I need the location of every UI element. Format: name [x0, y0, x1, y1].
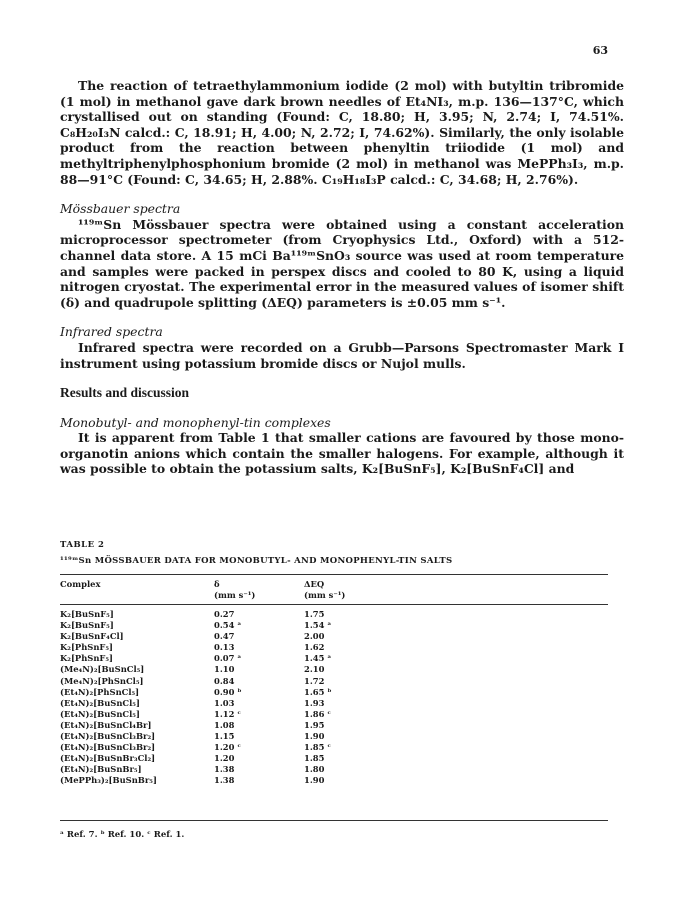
cell-delta: 1.08 — [214, 719, 235, 730]
heading-infrared-spectra: Infrared spectra — [60, 324, 163, 340]
table-caption: ¹¹⁹ᵐSn MÖSSBAUER DATA FOR MONOBUTYL- AND MONOPHENYL-TIN SALTS — [60, 556, 453, 566]
heading-results-discussion: Results and discussion — [60, 385, 190, 401]
table-header-row — [60, 575, 608, 604]
cell-quadrupole: 1.45 ᵃ — [304, 653, 332, 664]
cell-complex: (Et₄N)₂[BuSnCl₅] — [60, 708, 140, 719]
cell-quadrupole: 2.00 — [304, 631, 325, 642]
body-text — [60, 78, 624, 477]
table-row — [60, 631, 608, 642]
paragraph-mossbauer: ¹¹⁹ᵐSn Mössbauer spectra were obtained using a constant acceleration microprocessor spectrometer (from Cryophysics Ltd., Oxford) with a 512-channel data store. A 15 mCi Ba¹¹⁹ᵐSnO₃ source was used at room temperature and samples were packed in perspex discs and cooled to 80 K, using a liquid nitrogen cryostat. The experimental error in the measured values of isomer shift (δ) and quadrupole splitting (ΔEQ) parameters is ±0.05 mm s⁻¹. — [60, 216, 624, 310]
page-number: 63 — [592, 44, 608, 57]
table-row — [60, 698, 608, 709]
footnote-rule — [60, 820, 608, 821]
table-body — [60, 605, 608, 789]
cell-complex: (Et₄N)₂[BuSnCl₃Br₂] — [60, 742, 156, 753]
cell-quadrupole: 1.86 ᶜ — [304, 708, 331, 719]
table-2 — [60, 540, 608, 789]
cell-quadrupole: 1.54 ᵃ — [304, 620, 332, 631]
cell-quadrupole: 2.10 — [304, 664, 325, 675]
cell-complex: (Me₄N)₂[PhSnCl₅] — [60, 675, 144, 686]
cell-quadrupole: 1.80 — [304, 764, 325, 775]
header-delta-symbol: δ — [214, 579, 220, 589]
cell-quadrupole: 1.75 — [304, 609, 325, 619]
header-quadrupole-symbol: ΔEQ — [304, 579, 325, 589]
cell-quadrupole: 1.62 — [304, 642, 325, 653]
heading-mossbauer-spectra: Mössbauer spectra — [60, 201, 181, 217]
cell-complex: (MePPh₃)₂[BuSnBr₅] — [60, 775, 157, 786]
cell-complex: (Et₄N)₂[BuSnCl₄Br] — [60, 719, 152, 730]
table-row — [60, 709, 608, 720]
table-row — [60, 653, 608, 664]
cell-delta: 1.38 — [214, 764, 235, 775]
cell-complex: (Et₄N)₂[BuSnCl₅] — [60, 697, 140, 708]
table-row — [60, 742, 608, 753]
cell-delta: 0.47 — [214, 631, 235, 642]
paragraph-infrared: Infrared spectra were recorded on a Grubb—Parsons Spectromaster Mark I instrument using potassium bromide discs or Nujol mulls. — [60, 339, 624, 371]
cell-complex: K₂[PhSnF₅] — [60, 653, 114, 664]
table-row — [60, 620, 608, 631]
header-delta — [214, 579, 304, 600]
cell-quadrupole: 1.72 — [304, 675, 325, 686]
table-label: TABLE 2 — [60, 540, 105, 550]
table-row — [60, 720, 608, 731]
cell-delta: 1.20 ᶜ — [214, 742, 241, 753]
cell-delta: 0.54 ᵃ — [214, 620, 242, 631]
cell-delta: 1.10 — [214, 664, 235, 675]
table-row — [60, 764, 608, 775]
cell-quadrupole: 1.65 ᵇ — [304, 686, 332, 697]
cell-complex: K₂[BuSnF₅] — [60, 620, 114, 631]
table-row — [60, 687, 608, 698]
cell-quadrupole: 1.93 — [304, 697, 325, 708]
paragraph-monobutyl: It is apparent from Table 1 that smaller cations are favoured by those mono-organotin anions which contain the smaller halogens. For example, although it was possible to obtain the potassium salts, K₂[BuSnF₅], K₂[BuSnF₄Cl] and — [60, 430, 624, 477]
header-quadrupole-unit: (mm s⁻¹) — [304, 589, 346, 600]
table-row — [60, 676, 608, 687]
cell-delta: 0.13 — [214, 642, 235, 653]
cell-quadrupole: 1.85 ᶜ — [304, 742, 331, 753]
paragraph-reaction: The reaction of tetraethylammonium iodide (2 mol) with butyltin tribromide (1 mol) in methanol gave dark brown needles of Et₄NI₃, m.p. 136—137°C, which crystallised out on standing (Found: C, 18.80; H, 3.95; N, 2.74; I, 74.51%. C₈H₂₀I₃N calcd.: C, 18.91; H, 4.00; N, 2.72; I, 74.62%). Similarly, the only isolable product from the reaction between phenyltin triiodide (1 mol) and methyltriphenylphosphonium bromide (2 mol) in methanol was MePPh₃I₃, m.p. 88—91°C (Found: C, 34.65; H, 2.88%. C₁₉H₁₈I₃P calcd.: C, 34.68; H, 2.76%). — [60, 78, 624, 187]
table-row — [60, 664, 608, 675]
cell-delta: 0.84 — [214, 675, 235, 686]
header-complex: Complex — [60, 579, 101, 589]
cell-delta: 0.90 ᵇ — [214, 686, 242, 697]
cell-complex: (Me₄N)₂[BuSnCl₅] — [60, 664, 145, 675]
cell-complex: (Et₄N)₂[BuSnBr₃Cl₂] — [60, 753, 156, 764]
cell-delta: 0.07 ᵃ — [214, 653, 242, 664]
table-row — [60, 609, 608, 620]
cell-quadrupole: 1.90 — [304, 775, 325, 786]
header-delta-unit: (mm s⁻¹) — [214, 589, 256, 600]
table-row — [60, 753, 608, 764]
cell-complex: (Et₄N)₂[BuSnBr₅] — [60, 764, 142, 775]
table-row — [60, 642, 608, 653]
heading-monobutyl-monophenyl: Monobutyl- and monophenyl-tin complexes — [60, 414, 331, 430]
cell-complex: (Et₄N)₂[PhSnCl₅] — [60, 686, 140, 697]
cell-delta: 1.38 — [214, 775, 235, 786]
cell-delta: 1.03 — [214, 697, 235, 708]
cell-complex: K₂[BuSnF₅] — [60, 609, 114, 619]
table-row — [60, 731, 608, 742]
cell-delta: 1.12 ᶜ — [214, 708, 241, 719]
cell-complex: (Et₄N)₂[BuSnCl₃Br₂] — [60, 731, 156, 742]
table-row — [60, 775, 608, 786]
cell-delta: 0.27 — [214, 609, 235, 619]
cell-complex: K₂[PhSnF₅] — [60, 642, 114, 653]
cell-complex: K₂[BuSnF₄Cl] — [60, 631, 124, 642]
cell-quadrupole: 1.95 — [304, 719, 325, 730]
cell-delta: 1.20 — [214, 753, 235, 764]
cell-quadrupole: 1.90 — [304, 731, 325, 742]
cell-quadrupole: 1.85 — [304, 753, 325, 764]
cell-delta: 1.15 — [214, 731, 235, 742]
table-footnote: ᵃ Ref. 7. ᵇ Ref. 10. ᶜ Ref. 1. — [60, 830, 185, 840]
header-quadrupole — [304, 579, 394, 600]
